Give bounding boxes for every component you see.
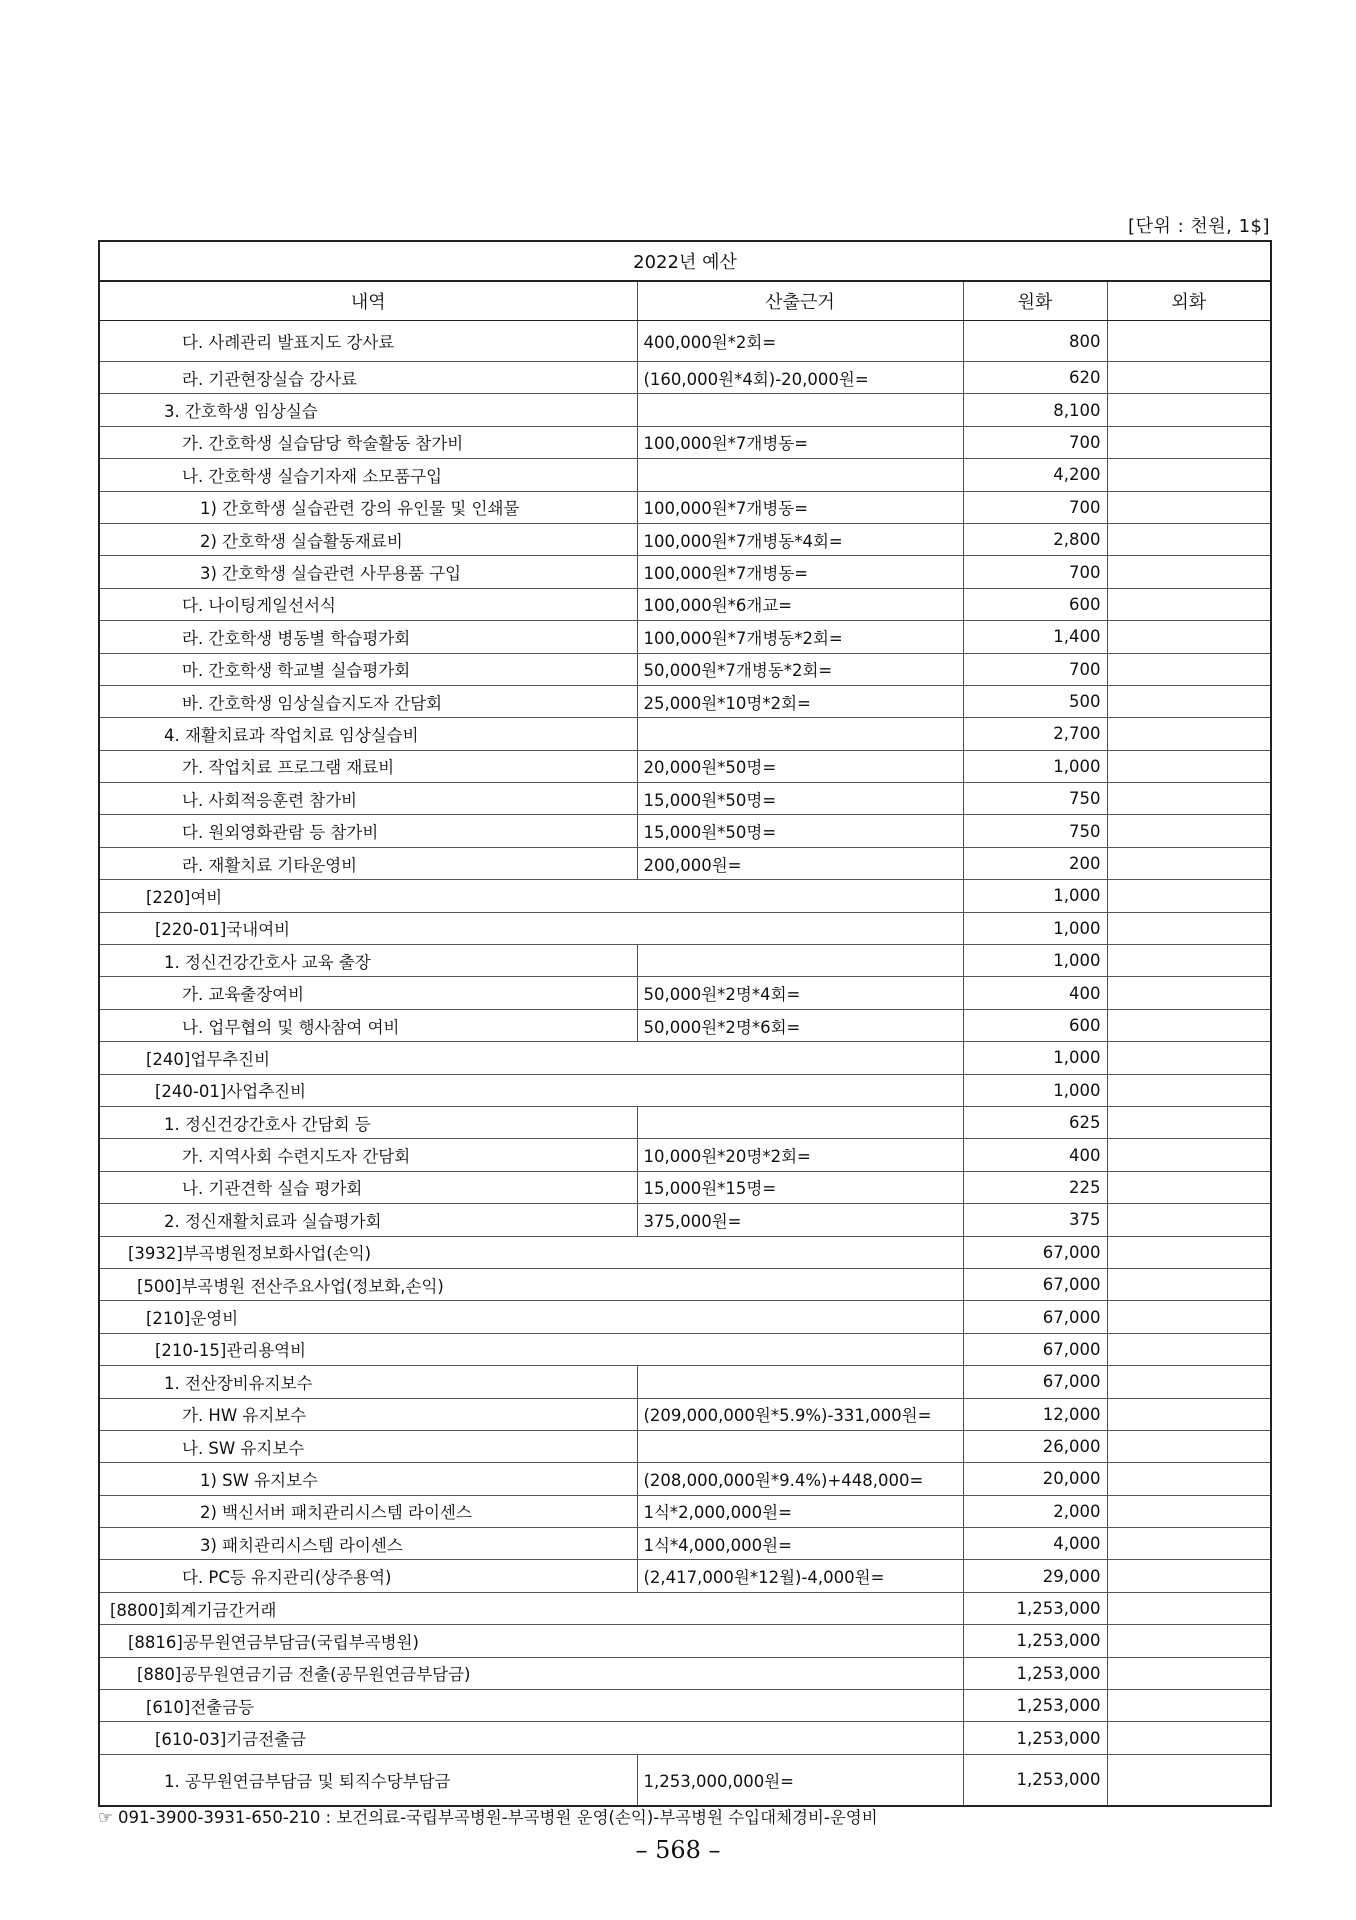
row-krw: 200 [963, 847, 1107, 879]
table-row [99, 621, 1271, 653]
row-description: 2. 정신재활치료과 실습평가회 [99, 1204, 637, 1236]
row-description: [220-01]국내여비 [99, 912, 963, 944]
row-krw: 1,253,000 [963, 1754, 1107, 1806]
row-foreign [1107, 1592, 1271, 1624]
table-row [99, 783, 1271, 815]
row-krw: 67,000 [963, 1268, 1107, 1300]
row-krw: 2,700 [963, 718, 1107, 750]
row-basis: 1식*4,000,000원= [637, 1528, 963, 1560]
table-row [99, 750, 1271, 782]
table-row [99, 912, 1271, 944]
row-foreign [1107, 685, 1271, 717]
row-foreign [1107, 362, 1271, 394]
row-description: 다. PC등 유지관리(상주용역) [99, 1560, 637, 1592]
table-row [99, 1236, 1271, 1268]
row-description: [240]업무추진비 [99, 1042, 963, 1074]
row-foreign [1107, 1430, 1271, 1462]
row-krw: 1,000 [963, 1042, 1107, 1074]
table-row [99, 653, 1271, 685]
row-description: 1. 정신건강간호사 간담회 등 [99, 1106, 637, 1138]
row-krw: 750 [963, 815, 1107, 847]
table-row [99, 1560, 1271, 1592]
row-krw: 800 [963, 321, 1107, 362]
row-foreign [1107, 880, 1271, 912]
row-basis: 100,000원*7개병동*4회= [637, 523, 963, 555]
row-description: 1. 공무원연금부담금 및 퇴직수당부담금 [99, 1754, 637, 1806]
row-foreign [1107, 1106, 1271, 1138]
row-description: 3) 간호학생 실습관련 사무용품 구입 [99, 556, 637, 588]
row-foreign [1107, 459, 1271, 491]
table-row [99, 1463, 1271, 1495]
row-krw: 400 [963, 1139, 1107, 1171]
row-description: [880]공무원연금기금 전출(공무원연금부담금) [99, 1657, 963, 1689]
row-description: 1. 전산장비유지보수 [99, 1366, 637, 1398]
row-krw: 67,000 [963, 1301, 1107, 1333]
row-basis: 50,000원*2명*4회= [637, 977, 963, 1009]
table-row [99, 1333, 1271, 1365]
table-row [99, 945, 1271, 977]
table-row [99, 1366, 1271, 1398]
row-krw: 1,000 [963, 880, 1107, 912]
row-foreign [1107, 1398, 1271, 1430]
row-foreign [1107, 718, 1271, 750]
budget-table [98, 240, 1272, 1807]
row-basis: (208,000,000원*9.4%)+448,000= [637, 1463, 963, 1495]
row-krw: 1,400 [963, 621, 1107, 653]
row-foreign [1107, 523, 1271, 555]
row-basis: 1,253,000,000원= [637, 1754, 963, 1806]
row-description: 2) 백신서버 패치관리시스템 라이센스 [99, 1495, 637, 1527]
row-foreign [1107, 1528, 1271, 1560]
table-row [99, 556, 1271, 588]
row-description: 가. 간호학생 실습담당 학술활동 참가비 [99, 426, 637, 458]
row-krw: 700 [963, 426, 1107, 458]
row-basis [637, 945, 963, 977]
row-description: 1. 정신건강간호사 교육 출장 [99, 945, 637, 977]
row-foreign [1107, 945, 1271, 977]
row-foreign [1107, 1236, 1271, 1268]
row-krw: 400 [963, 977, 1107, 1009]
row-basis: 15,000원*15명= [637, 1171, 963, 1203]
header-foreign: 외화 [1107, 281, 1271, 321]
table-row [99, 685, 1271, 717]
row-basis: 50,000원*2명*6회= [637, 1009, 963, 1041]
row-description: 나. 사회적응훈련 참가비 [99, 783, 637, 815]
row-description: 1) 간호학생 실습관련 강의 유인물 및 인쇄물 [99, 491, 637, 523]
row-description: 3) 패치관리시스템 라이센스 [99, 1528, 637, 1560]
table-row [99, 1398, 1271, 1430]
row-krw: 1,253,000 [963, 1625, 1107, 1657]
row-foreign [1107, 815, 1271, 847]
table-row [99, 1204, 1271, 1236]
row-description: 나. 간호학생 실습기자재 소모품구입 [99, 459, 637, 491]
row-description: 나. 업무협의 및 행사참여 여비 [99, 1009, 637, 1041]
row-description: [240-01]사업추진비 [99, 1074, 963, 1106]
row-krw: 1,253,000 [963, 1690, 1107, 1722]
row-description: 다. 원외영화관람 등 참가비 [99, 815, 637, 847]
row-foreign [1107, 1042, 1271, 1074]
header-basis: 산출근거 [637, 281, 963, 321]
row-krw: 700 [963, 653, 1107, 685]
table-title: 2022년 예산 [99, 241, 1271, 281]
row-description: [8816]공무원연금부담금(국립부곡병원) [99, 1625, 963, 1657]
unit-label: [단위 : 천원, 1$] [1128, 216, 1270, 237]
table-row [99, 1301, 1271, 1333]
row-description: 가. HW 유지보수 [99, 1398, 637, 1430]
row-foreign [1107, 1268, 1271, 1300]
table-row [99, 847, 1271, 879]
row-foreign [1107, 1657, 1271, 1689]
row-krw: 1,253,000 [963, 1592, 1107, 1624]
table-row [99, 1528, 1271, 1560]
row-description: 가. 교육출장여비 [99, 977, 637, 1009]
table-row [99, 394, 1271, 426]
row-krw: 625 [963, 1106, 1107, 1138]
table-row [99, 321, 1271, 362]
row-basis: 15,000원*50명= [637, 815, 963, 847]
row-description: 가. 지역사회 수련지도자 간담회 [99, 1139, 637, 1171]
row-foreign [1107, 1463, 1271, 1495]
row-foreign [1107, 1495, 1271, 1527]
row-basis: (2,417,000원*12월)-4,000원= [637, 1560, 963, 1592]
row-foreign [1107, 491, 1271, 523]
table-row [99, 880, 1271, 912]
table-row [99, 1139, 1271, 1171]
table-row [99, 459, 1271, 491]
table-row [99, 362, 1271, 394]
row-foreign [1107, 977, 1271, 1009]
row-foreign [1107, 426, 1271, 458]
row-description: 나. 기관견학 실습 평가회 [99, 1171, 637, 1203]
row-foreign [1107, 394, 1271, 426]
row-foreign [1107, 588, 1271, 620]
header-krw: 원화 [963, 281, 1107, 321]
row-krw: 4,000 [963, 1528, 1107, 1560]
row-basis: 375,000원= [637, 1204, 963, 1236]
row-foreign [1107, 1560, 1271, 1592]
row-description: 다. 나이팅게일선서식 [99, 588, 637, 620]
table-row [99, 1592, 1271, 1624]
row-krw: 600 [963, 588, 1107, 620]
table-row [99, 1171, 1271, 1203]
table-row [99, 718, 1271, 750]
row-description: [8800]회계기금간거래 [99, 1592, 963, 1624]
row-basis [637, 459, 963, 491]
row-krw: 620 [963, 362, 1107, 394]
row-foreign [1107, 1171, 1271, 1203]
row-krw: 8,100 [963, 394, 1107, 426]
row-basis: 15,000원*50명= [637, 783, 963, 815]
row-krw: 29,000 [963, 1560, 1107, 1592]
row-krw: 20,000 [963, 1463, 1107, 1495]
row-krw: 1,000 [963, 1074, 1107, 1106]
table-row [99, 523, 1271, 555]
row-basis: 20,000원*50명= [637, 750, 963, 782]
row-foreign [1107, 1074, 1271, 1106]
row-krw: 750 [963, 783, 1107, 815]
row-krw: 500 [963, 685, 1107, 717]
row-foreign [1107, 1139, 1271, 1171]
row-description: 라. 기관현장실습 강사료 [99, 362, 637, 394]
row-foreign [1107, 750, 1271, 782]
row-description: 마. 간호학생 학교별 실습평가회 [99, 653, 637, 685]
row-foreign [1107, 1625, 1271, 1657]
row-description: 2) 간호학생 실습활동재료비 [99, 523, 637, 555]
row-description: [610]전출금등 [99, 1690, 963, 1722]
row-krw: 1,000 [963, 945, 1107, 977]
table-row [99, 815, 1271, 847]
row-basis: (209,000,000원*5.9%)-331,000원= [637, 1398, 963, 1430]
row-foreign [1107, 321, 1271, 362]
row-description: [210]운영비 [99, 1301, 963, 1333]
table-row [99, 1430, 1271, 1462]
row-krw: 26,000 [963, 1430, 1107, 1462]
table-row [99, 1625, 1271, 1657]
row-krw: 67,000 [963, 1333, 1107, 1365]
row-description: 3. 간호학생 임상실습 [99, 394, 637, 426]
row-foreign [1107, 1366, 1271, 1398]
page-number: – 568 – [635, 1836, 721, 1864]
table-row [99, 1074, 1271, 1106]
row-foreign [1107, 1690, 1271, 1722]
row-foreign [1107, 1722, 1271, 1754]
row-krw: 2,000 [963, 1495, 1107, 1527]
row-basis: 100,000원*7개병동= [637, 491, 963, 523]
row-foreign [1107, 783, 1271, 815]
row-description: 4. 재활치료과 작업치료 임상실습비 [99, 718, 637, 750]
table-row [99, 1690, 1271, 1722]
row-foreign [1107, 1333, 1271, 1365]
row-description: 나. SW 유지보수 [99, 1430, 637, 1462]
row-basis: 400,000원*2회= [637, 321, 963, 362]
table-row [99, 1754, 1271, 1806]
row-krw: 4,200 [963, 459, 1107, 491]
row-basis: 25,000원*10명*2회= [637, 685, 963, 717]
row-foreign [1107, 653, 1271, 685]
row-description: 라. 재활치료 기타운영비 [99, 847, 637, 879]
row-basis: 100,000원*6개교= [637, 588, 963, 620]
row-foreign [1107, 1754, 1271, 1806]
row-krw: 700 [963, 556, 1107, 588]
row-krw: 67,000 [963, 1366, 1107, 1398]
row-basis: 100,000원*7개병동*2회= [637, 621, 963, 653]
row-krw: 1,253,000 [963, 1657, 1107, 1689]
row-basis [637, 718, 963, 750]
row-foreign [1107, 847, 1271, 879]
row-krw: 225 [963, 1171, 1107, 1203]
row-foreign [1107, 1301, 1271, 1333]
row-description: [610-03]기금전출금 [99, 1722, 963, 1754]
row-description: [500]부곡병원 전산주요사업(정보화,손익) [99, 1268, 963, 1300]
row-basis: 1식*2,000,000원= [637, 1495, 963, 1527]
row-basis: 10,000원*20명*2회= [637, 1139, 963, 1171]
table-row [99, 588, 1271, 620]
row-foreign [1107, 1204, 1271, 1236]
row-krw: 600 [963, 1009, 1107, 1041]
row-krw: 2,800 [963, 523, 1107, 555]
row-krw: 12,000 [963, 1398, 1107, 1430]
row-krw: 1,000 [963, 750, 1107, 782]
row-basis [637, 1430, 963, 1462]
table-row [99, 1042, 1271, 1074]
row-description: 가. 작업치료 프로그램 재료비 [99, 750, 637, 782]
row-basis: 100,000원*7개병동= [637, 556, 963, 588]
table-row [99, 426, 1271, 458]
row-description: [210-15]관리용역비 [99, 1333, 963, 1365]
table-row [99, 1722, 1271, 1754]
row-basis: 100,000원*7개병동= [637, 426, 963, 458]
row-krw: 1,253,000 [963, 1722, 1107, 1754]
table-row [99, 1106, 1271, 1138]
row-description: [3932]부곡병원정보화사업(손익) [99, 1236, 963, 1268]
row-basis [637, 1106, 963, 1138]
row-description: [220]여비 [99, 880, 963, 912]
table-row [99, 977, 1271, 1009]
row-basis: 50,000원*7개병동*2회= [637, 653, 963, 685]
row-foreign [1107, 556, 1271, 588]
row-description: 1) SW 유지보수 [99, 1463, 637, 1495]
footer-note: ☞ 091-3900-3931-650-210 : 보건의료-국립부곡병원-부곡병원 운영(손익)-부곡병원 수입대체경비-운영비 [98, 1808, 878, 1827]
table-row [99, 1268, 1271, 1300]
row-krw: 700 [963, 491, 1107, 523]
row-foreign [1107, 621, 1271, 653]
row-foreign [1107, 1009, 1271, 1041]
row-description: 다. 사례관리 발표지도 강사료 [99, 321, 637, 362]
row-krw: 1,000 [963, 912, 1107, 944]
table-row [99, 1009, 1271, 1041]
table-row [99, 1495, 1271, 1527]
table-row [99, 491, 1271, 523]
table-row [99, 1657, 1271, 1689]
header-description: 내역 [99, 281, 637, 321]
row-krw: 375 [963, 1204, 1107, 1236]
row-description: 바. 간호학생 임상실습지도자 간담회 [99, 685, 637, 717]
row-basis [637, 1366, 963, 1398]
row-description: 라. 간호학생 병동별 학습평가회 [99, 621, 637, 653]
row-foreign [1107, 912, 1271, 944]
row-krw: 67,000 [963, 1236, 1107, 1268]
row-basis: (160,000원*4회)-20,000원= [637, 362, 963, 394]
row-basis [637, 394, 963, 426]
row-basis: 200,000원= [637, 847, 963, 879]
